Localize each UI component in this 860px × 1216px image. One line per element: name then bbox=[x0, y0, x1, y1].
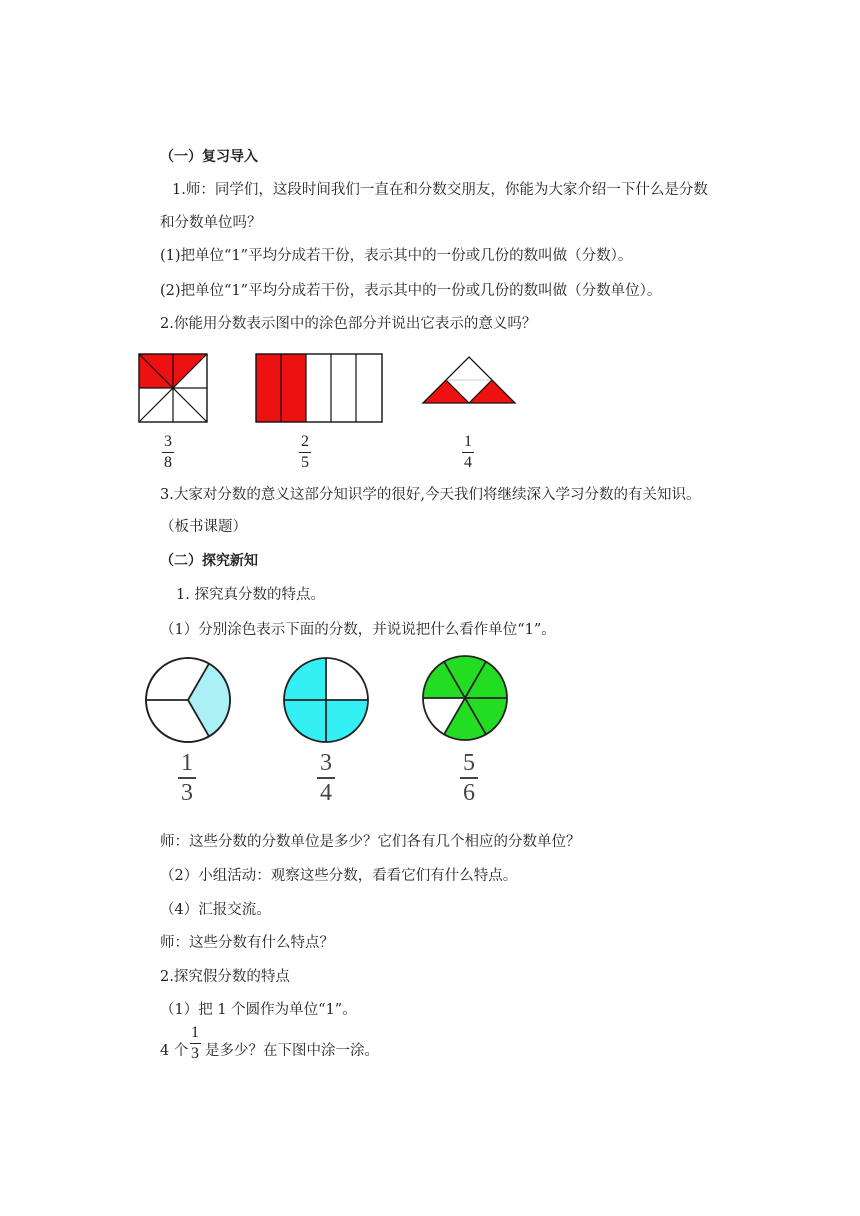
question-1-line-2: 和分数单位吗？ bbox=[160, 215, 262, 231]
fraction-numerator: 1 bbox=[464, 433, 472, 450]
fraction-bar bbox=[460, 777, 478, 779]
last-line-prefix: 4 个 bbox=[160, 1043, 189, 1059]
board-note: （板书课题） bbox=[160, 519, 247, 535]
section-heading-review: （一）复习导入 bbox=[160, 149, 258, 165]
question-1-line-1: 1.师：同学们，这段时间我们一直在和分数交朋友，你能为大家介绍一下什么是分数 bbox=[172, 182, 708, 198]
item-1-4: （4）汇报交流。 bbox=[160, 902, 271, 918]
fraction-numerator: 5 bbox=[463, 750, 475, 776]
last-line-suffix: 是多少？在下图中涂一涂。 bbox=[205, 1043, 379, 1059]
fraction-denominator: 8 bbox=[164, 454, 172, 472]
section-heading-explore: （二）探究新知 bbox=[160, 553, 258, 569]
item-2-title: 2.探究假分数的特点 bbox=[160, 969, 290, 985]
rectangle-figure bbox=[255, 353, 383, 423]
fraction-denominator: 4 bbox=[320, 779, 332, 806]
circle-thirds bbox=[144, 656, 232, 744]
fraction-bar bbox=[178, 777, 196, 779]
fraction-numerator: 3 bbox=[320, 750, 332, 776]
fraction-bar bbox=[299, 452, 311, 453]
triangle-figure bbox=[422, 356, 516, 404]
item-2-1: （1）把 1 个圆作为单位“1”。 bbox=[160, 1002, 357, 1018]
teacher-question-2: 师：这些分数有什么特点？ bbox=[160, 935, 334, 951]
fraction-bar bbox=[190, 1043, 201, 1044]
fraction-circle-thirds bbox=[176, 750, 198, 806]
fraction-triangle bbox=[460, 433, 476, 472]
question-3: 3.大家对分数的意义这部分知识学的很好,今天我们将继续深入学习分数的有关知识。 bbox=[160, 487, 701, 503]
inline-fraction bbox=[188, 1024, 202, 1063]
question-2: 2.你能用分数表示图中的涂色部分并说出它表示的意义吗？ bbox=[160, 316, 537, 332]
item-1-2: （2）小组活动：观察这些分数，看看它们有什么特点。 bbox=[160, 868, 518, 884]
fraction-bar bbox=[162, 452, 174, 453]
item-1-1: （1）分别涂色表示下面的分数，并说说把什么看作单位“1”。 bbox=[160, 622, 556, 638]
answer-1: (1)把单位“1”平均分成若干份，表示其中的一份或几份的数叫做（分数）。 bbox=[160, 248, 633, 264]
fraction-circle-sixths bbox=[458, 750, 480, 806]
fraction-numerator: 2 bbox=[301, 433, 309, 450]
fraction-numerator: 3 bbox=[164, 433, 172, 450]
circle-sixths bbox=[421, 654, 509, 742]
square-figure bbox=[138, 353, 208, 423]
fraction-circle-quarters bbox=[315, 750, 337, 806]
item-1-title: 1. 探究真分数的特点。 bbox=[176, 587, 325, 603]
circle-quarters bbox=[282, 656, 370, 744]
fraction-denominator: 3 bbox=[191, 1045, 199, 1063]
fraction-denominator: 4 bbox=[464, 454, 472, 472]
fraction-rectangle bbox=[297, 433, 313, 472]
fraction-denominator: 6 bbox=[463, 779, 475, 806]
answer-2: (2)把单位“1”平均分成若干份，表示其中的一份或几份的数叫做（分数单位）。 bbox=[160, 283, 662, 299]
fraction-denominator: 5 bbox=[301, 454, 309, 472]
fraction-denominator: 3 bbox=[181, 779, 193, 806]
fraction-bar bbox=[462, 452, 474, 453]
fraction-numerator: 1 bbox=[191, 1024, 199, 1041]
fraction-numerator: 1 bbox=[181, 750, 193, 776]
fraction-bar bbox=[317, 777, 335, 779]
teacher-question-1: 师：这些分数的分数单位是多少？它们各有几个相应的分数单位？ bbox=[160, 834, 581, 850]
fraction-square bbox=[160, 433, 176, 472]
